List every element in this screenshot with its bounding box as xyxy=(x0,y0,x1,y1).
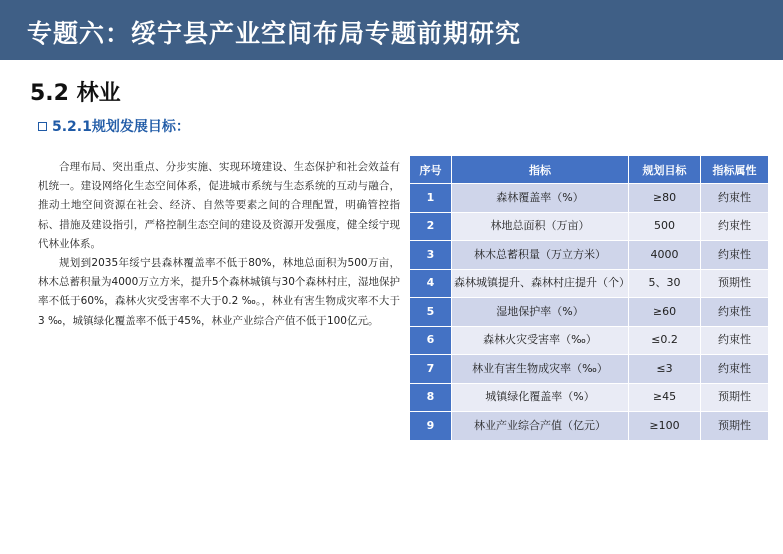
attribute-cell: 预期性 xyxy=(701,412,769,441)
target-cell: ≥80 xyxy=(629,184,701,213)
attribute-cell: 预期性 xyxy=(701,269,769,298)
title-banner xyxy=(0,0,783,60)
row-number: 7 xyxy=(410,355,452,384)
row-number: 3 xyxy=(410,241,452,270)
row-number: 6 xyxy=(410,326,452,355)
paragraph: 合理布局、突出重点、分步实施、实现环境建设、生态保护和社会效益有机统一。建设网络化生态空间体系，促进城市系统与生态系统的互动与融合，推动土地空间资源在社会、经济、自然等要素之间的合理配置，明确管控指标、措施及建设指引，严格控制生态空间的建设及资源开发强度，健全绥宁现代林业体系。 xyxy=(38,161,400,250)
target-cell: ≤3 xyxy=(629,355,701,384)
subsection-title: 5.2.1规划发展目标： xyxy=(52,119,190,135)
table-row xyxy=(410,269,769,298)
target-cell: ≤0.2 xyxy=(629,326,701,355)
indicator-cell: 林木总蓄积量（万立方米） xyxy=(452,241,629,270)
row-number: 2 xyxy=(410,212,452,241)
attribute-cell: 约束性 xyxy=(701,241,769,270)
target-cell: 5、30 xyxy=(629,269,701,298)
attribute-cell: 约束性 xyxy=(701,326,769,355)
indicator-cell: 林地总面积（万亩） xyxy=(452,212,629,241)
paragraph: 规划到2035年绥宁县森林覆盖率不低于80%，林地总面积为500万亩，林木总蓄积量为4000万立方米，提升5个森林城镇与30个森林村庄，湿地保护率不低于60%，森林火灾受害率不大于0.2 ‰。，林业有害生物成灾率不大于3 ‰，城镇绿化覆盖率不低于45%，林业产业综合产值不低于100亿元。 xyxy=(38,257,400,327)
header-attribute: 指标属性 xyxy=(701,156,769,184)
indicator-cell: 森林火灾受害率（‰） xyxy=(452,326,629,355)
indicator-cell: 森林城镇提升、森林村庄提升（个） xyxy=(452,269,629,298)
attribute-cell: 预期性 xyxy=(701,383,769,412)
table-row xyxy=(410,241,769,270)
banner-title: 专题六：绥宁县产业空间布局专题前期研究 xyxy=(27,19,522,48)
row-number: 9 xyxy=(410,412,452,441)
table-row xyxy=(410,184,769,213)
target-cell: ≥45 xyxy=(629,383,701,412)
target-cell: ≥100 xyxy=(629,412,701,441)
target-cell: 4000 xyxy=(629,241,701,270)
subsection-heading xyxy=(38,116,190,136)
table-header-row xyxy=(410,156,769,184)
square-bullet-icon xyxy=(38,122,47,131)
row-number: 1 xyxy=(410,184,452,213)
attribute-cell: 约束性 xyxy=(701,298,769,327)
indicator-cell: 林业有害生物成灾率（‰） xyxy=(452,355,629,384)
header-no: 序号 xyxy=(410,156,452,184)
indicator-cell: 林业产业综合产值（亿元） xyxy=(452,412,629,441)
body-text xyxy=(38,158,400,331)
table-row xyxy=(410,298,769,327)
forestry-targets-table xyxy=(409,155,769,441)
row-number: 4 xyxy=(410,269,452,298)
table-row xyxy=(410,326,769,355)
header-target: 规划目标 xyxy=(629,156,701,184)
target-cell: 500 xyxy=(629,212,701,241)
indicator-cell: 城镇绿化覆盖率（%） xyxy=(452,383,629,412)
attribute-cell: 约束性 xyxy=(701,184,769,213)
attribute-cell: 约束性 xyxy=(701,212,769,241)
table-row xyxy=(410,383,769,412)
table-row xyxy=(410,212,769,241)
table-row xyxy=(410,355,769,384)
header-indicator: 指标 xyxy=(452,156,629,184)
target-cell: ≥60 xyxy=(629,298,701,327)
table-row xyxy=(410,412,769,441)
attribute-cell: 约束性 xyxy=(701,355,769,384)
row-number: 5 xyxy=(410,298,452,327)
row-number: 8 xyxy=(410,383,452,412)
section-title: 5.2 林业 xyxy=(30,81,121,106)
indicator-cell: 湿地保护率（%） xyxy=(452,298,629,327)
indicator-cell: 森林覆盖率（%） xyxy=(452,184,629,213)
